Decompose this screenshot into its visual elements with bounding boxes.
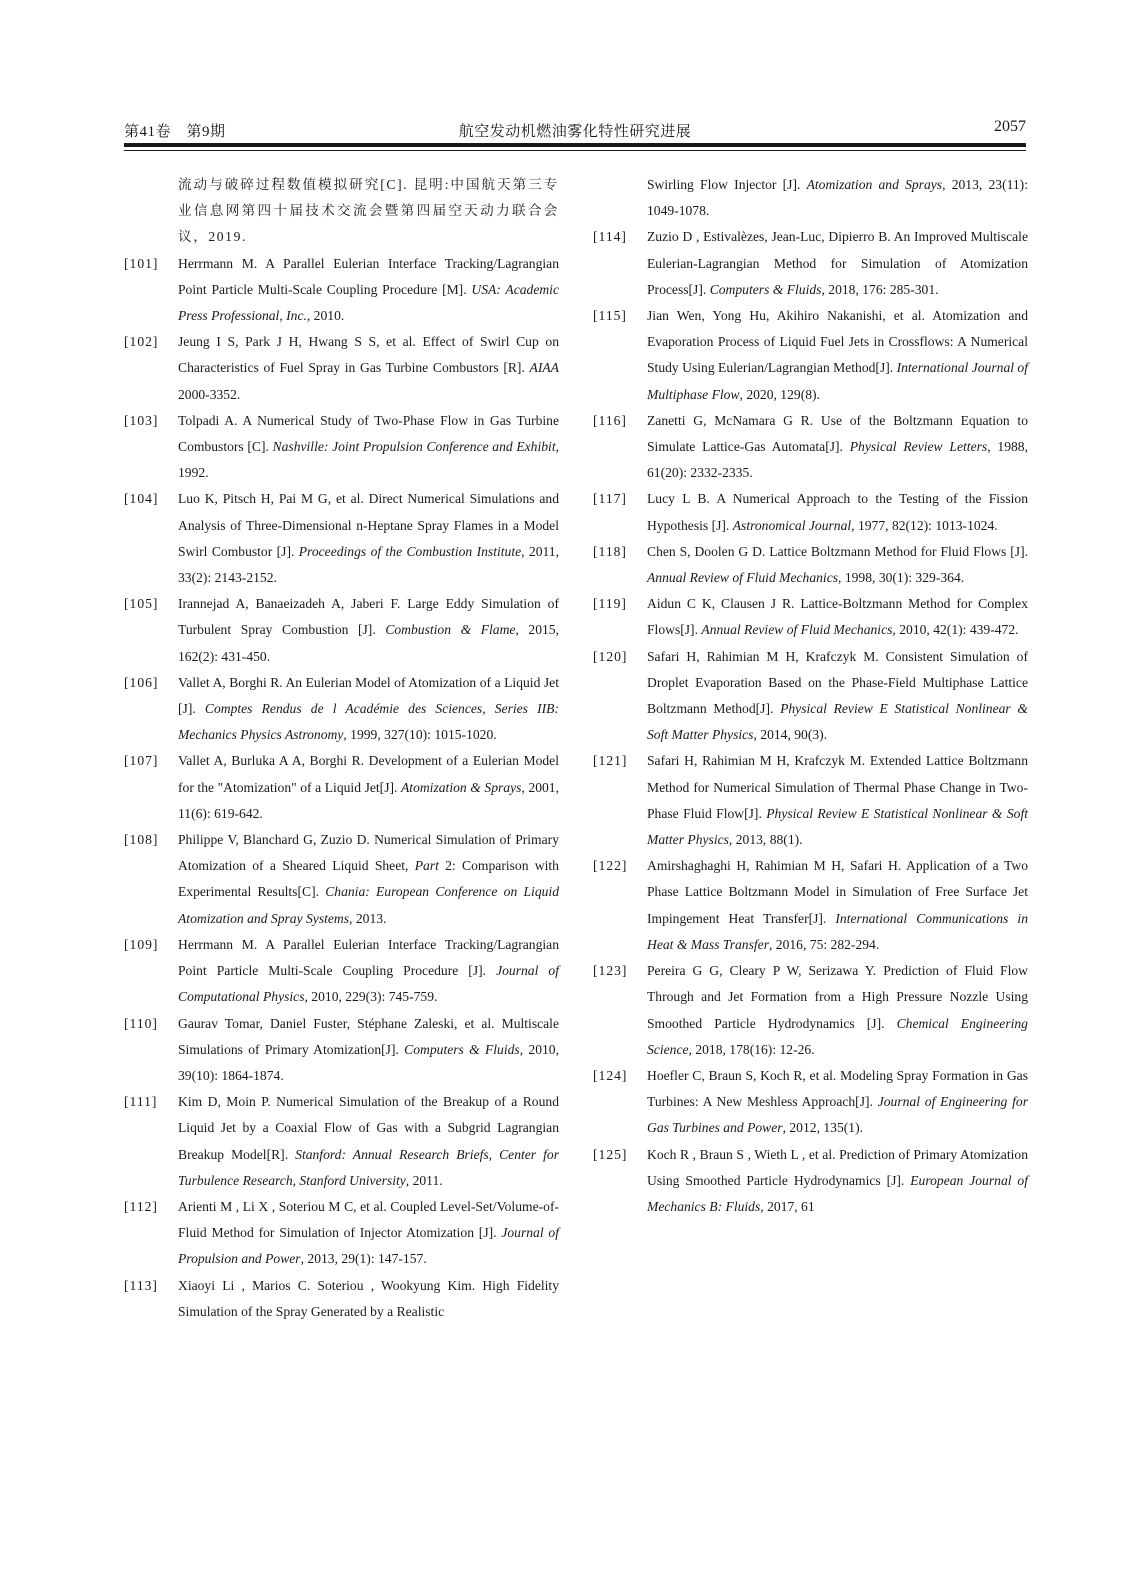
reference-text [647, 539, 1028, 591]
reference-number: [115] [593, 308, 627, 324]
reference-text [178, 1194, 559, 1273]
reference-details: , 2011, 33(2): 2143-2152. [178, 543, 559, 586]
reference-authors-title: Kim D, Moin P. Numerical Simulation of the Breakup of a Round Liquid Jet by a Coaxial Flow of Gas with a Subgrid Lagrangian Breakup Model[R]. [178, 1094, 559, 1162]
reference-details: , 1977, 82(12): 1013-1024. [851, 517, 998, 533]
reference-text [647, 486, 1028, 538]
reference-authors-title: Aidun C K, Clausen J R. Lattice-Boltzmann Method for Complex Flows[J]. [647, 596, 1028, 638]
reference-item [124, 1011, 559, 1090]
reference-number: [112] [124, 1198, 158, 1214]
reference-source: USA: Academic Press Professional, Inc. [178, 281, 559, 324]
reference-authors-title: Jeung I S, Park J H, Hwang S S, et al. Effect of Swirl Cup on Characteristics of Fuel Spray in Gas Turbine Combustors [R]. [178, 334, 559, 376]
reference-source: Proceedings of the Combustion Institute [298, 543, 522, 559]
reference-details: , 1988, 61(20): 2332-2335. [647, 439, 1028, 481]
reference-number: [106] [124, 674, 159, 690]
reference-details: , 2014, 90(3). [753, 727, 828, 743]
page-number: 2057 [994, 118, 1026, 135]
reference-text [647, 958, 1028, 1063]
reference-list-left [124, 251, 559, 1325]
reference-details: , 2001, 11(6): 619-642. [178, 779, 559, 821]
reference-text [178, 748, 559, 827]
reference-number: [108] [124, 832, 159, 848]
reference-text [647, 644, 1028, 749]
reference-details: , 2010. [306, 308, 345, 324]
reference-text [178, 670, 559, 749]
reference-details: 2000-3352. [178, 386, 241, 402]
reference-source: Computers & Fluids [404, 1041, 520, 1057]
reference-authors-title: Philippe V, Blanchard G, Zuzio D. Numerical Simulation of Primary Atomization of a Sheared Liquid Sheet, [178, 832, 559, 874]
reference-number: [104] [124, 491, 159, 507]
reference-text [647, 1142, 1028, 1221]
reference-source: Astronomical Journal [732, 517, 852, 533]
reference-authors-title: Zanetti G, McNamara G R. Use of the Boltzmann Equation to Simulate Lattice-Gas Automata[J]. [647, 412, 1028, 455]
reference-source: Computers & Fluids [709, 281, 822, 297]
reference-details: , 2020, 129(8). [739, 386, 820, 402]
reference-number: [116] [593, 412, 627, 428]
reference-item [593, 853, 1028, 958]
reference-authors-title: Gaurav Tomar, Daniel Fuster, Stéphane Zaleski, et al. Multiscale Simulations of Primary Atomization[J]. [178, 1015, 559, 1057]
reference-number: [121] [593, 753, 628, 769]
reference-number: [122] [593, 858, 628, 874]
reference-details: , 2018, 178(16): 12-26. [688, 1041, 815, 1057]
reference-text [647, 748, 1028, 853]
reference-item [124, 748, 559, 827]
reference-continuation: 流动与破碎过程数值模拟研究[C]. 昆明:中国航天第三专业信息网第四十届技术交流会暨第四届空天动力联合会议，2019. [178, 177, 559, 245]
reference-authors-title: Xiaoyi Li , Marios C. Soteriou , Wookyung Kim. High Fidelity Simulation of the Spray Generated by a Realistic [178, 1277, 559, 1319]
continuation-text: Swirling Flow Injector [J]. [647, 177, 807, 192]
reference-details: , 2010, 42(1): 439-472. [892, 622, 1019, 638]
reference-text [178, 408, 559, 487]
reference-item [593, 224, 1028, 303]
reference-item [593, 748, 1028, 853]
reference-details: , 2012, 135(1). [782, 1120, 863, 1136]
reference-details: , 1999, 327(10): 1015-1020. [343, 727, 497, 743]
reference-authors-title: Herrmann M. A Parallel Eulerian Interface Tracking/Lagrangian Point Particle Multi-Scale Coupling Procedure [J]. [178, 936, 559, 979]
reference-source: Chania: European Conference on Liquid Atomization and Spray Systems [178, 884, 560, 926]
reference-item [593, 1142, 1028, 1221]
reference-item [124, 932, 559, 1011]
reference-authors-title: Koch R , Braun S , Wieth L , et al. Prediction of Primary Atomization Using Smoothed Particle Hydrodynamics [J]. [647, 1146, 1028, 1188]
reference-continuation [593, 172, 1028, 224]
reference-authors-title: Jian Wen, Yong Hu, Akihiro Nakanishi, et al. Atomization and Evaporation Process of Liquid Fuel Jets in Crossflows: A Numerical Study Using Eulerian/Lagrangian Method[J]. [647, 308, 1028, 376]
reference-authors-title: Hoefler C, Braun S, Koch R, et al. Modeling Spray Formation in Gas Turbines: A New Meshless Approach[J]. [647, 1067, 1028, 1110]
reference-source: AIAA [529, 360, 559, 376]
right-column [593, 172, 1028, 1220]
reference-part-title: 2: Comparison with Experimental Results[C]. [178, 858, 559, 900]
reference-authors-title: Tolpadi A. A Numerical Study of Two-Phase Flow in Gas Turbine Combustors [C]. [178, 412, 559, 455]
reference-item [593, 408, 1028, 487]
reference-details: , 2013, 88(1). [728, 832, 803, 848]
reference-number: [123] [593, 963, 628, 979]
reference-number: [124] [593, 1067, 628, 1083]
reference-authors-title: Vallet A, Burluka A A, Borghi R. Development of a Eulerian Model for the "Atomization" of a Liquid Jet[J]. [178, 753, 559, 795]
reference-number: [117] [593, 491, 627, 507]
reference-source: Chemical Engineering Science [647, 1015, 1028, 1057]
reference-item [593, 958, 1028, 1063]
reference-text [178, 932, 559, 1011]
reference-list-right [593, 224, 1028, 1220]
reference-details: , 2011. [405, 1172, 443, 1188]
header-rule-thick [124, 143, 1026, 147]
reference-text [178, 1011, 559, 1090]
reference-source: Physical Review E Statistical Nonlinear & Soft Matter Physics [647, 701, 1028, 743]
reference-details: , 2010, 229(3): 745-759. [304, 989, 438, 1005]
reference-item [124, 1089, 559, 1194]
reference-source: Combustion & Flame [385, 622, 516, 638]
reference-text [178, 591, 559, 670]
reference-item [124, 591, 559, 670]
reference-text [178, 486, 559, 591]
reference-part: Part [414, 858, 439, 874]
reference-source: Annual Review of Fluid Mechanics [647, 570, 839, 586]
reference-details: , 2010, 39(10): 1864-1874. [178, 1041, 560, 1083]
reference-number: [118] [593, 543, 627, 559]
running-header [124, 118, 1026, 142]
header-rule-thin [124, 150, 1026, 151]
reference-text [647, 224, 1028, 303]
reference-item [124, 1194, 559, 1273]
reference-item [124, 251, 559, 330]
reference-item [124, 827, 559, 932]
reference-source: Stanford: Annual Research Briefs, Center for Turbulence Research, Stanford University [178, 1146, 560, 1188]
reference-item [124, 329, 559, 408]
reference-source: Atomization & Sprays [400, 779, 522, 795]
reference-authors-title: Lucy L B. A Numerical Approach to the Testing of the Fission Hypothesis [J]. [647, 491, 1028, 533]
reference-authors-title: Arienti M , Li X , Soteriou M C, et al. Coupled Level-Set/Volume-of-Fluid Method for Simulation of Injector Atomization [J]. [178, 1198, 559, 1241]
reference-authors-title: Amirshaghaghi H, Rahimian M H, Safari H. Application of a Two Phase Lattice Boltzmann Model in Simulation of Free Surface Jet Impingement Heat Transfer[J]. [647, 858, 1028, 926]
reference-source: Journal of Computational Physics [178, 963, 559, 1005]
reference-source: Journal of Engineering for Gas Turbines and Power [647, 1094, 1028, 1136]
reference-number: [113] [124, 1277, 158, 1293]
reference-source: Journal of Propulsion and Power [178, 1225, 559, 1267]
volume-issue: 第41卷 第9期 [124, 124, 226, 140]
reference-source: International Journal of Multiphase Flow [647, 360, 1028, 402]
reference-details: , 2013, 29(1): 147-157. [300, 1251, 427, 1267]
reference-source: Nashville: Joint Propulsion Conference and Exhibit [272, 439, 556, 455]
reference-details: , 2018, 176: 285-301. [821, 281, 939, 297]
reference-authors-title: Pereira G G, Cleary P W, Serizawa Y. Prediction of Fluid Flow Through and Jet Formation from a High Pressure Nozzle Using Smoothed Particle Hydrodynamics [J]. [647, 963, 1028, 1031]
continuation-source: Atomization and Sprays [806, 177, 943, 192]
reference-item [124, 486, 559, 591]
reference-number: [101] [124, 255, 159, 271]
reference-item [124, 1273, 559, 1325]
reference-text [647, 408, 1028, 487]
reference-text [178, 329, 559, 408]
reference-authors-title: Irannejad A, Banaeizadeh A, Jaberi F. Large Eddy Simulation of Turbulent Spray Combustion [J]. [178, 596, 559, 638]
reference-details: , 2013. [349, 910, 387, 926]
reference-number: [111] [124, 1094, 158, 1110]
reference-number: [119] [593, 596, 627, 612]
reference-item [593, 486, 1028, 538]
reference-item [593, 1063, 1028, 1142]
reference-text [178, 251, 559, 330]
reference-number: [110] [124, 1015, 158, 1031]
reference-source: Comptes Rendus de l Académie des Sciences, Series IIB: Mechanics Physics Astronomy [178, 701, 559, 743]
reference-text [647, 1063, 1028, 1142]
reference-text [647, 303, 1028, 408]
reference-text [647, 591, 1028, 643]
reference-number: [103] [124, 412, 159, 428]
reference-authors-title: Safari H, Rahimian M H, Krafczyk M. Consistent Simulation of Droplet Evaporation Based on the Phase-Field Multiphase Lattice Boltzmann Method[J]. [647, 648, 1028, 717]
reference-details: , 1992. [178, 439, 559, 481]
reference-number: [114] [593, 229, 627, 245]
continuation-tail: , 2013, 23(11): 1049-1078. [647, 177, 1028, 219]
reference-number: [107] [124, 753, 159, 769]
reference-details: , 2017, 61 [760, 1198, 815, 1214]
reference-details: , 2015, 162(2): 431-450. [178, 622, 559, 664]
reference-item [593, 539, 1028, 591]
reference-number: [105] [124, 596, 159, 612]
running-title: 航空发动机燃油雾化特性研究进展 [458, 124, 692, 140]
reference-number: [120] [593, 648, 628, 664]
reference-source: International Communications in Heat & Mass Transfer [647, 910, 1028, 952]
reference-text [178, 1089, 559, 1194]
reference-details: , 2016, 75: 282-294. [768, 936, 880, 952]
reference-authors-title: Chen S, Doolen G D. Lattice Boltzmann Method for Fluid Flows [J]. [647, 543, 1028, 559]
reference-authors-title: Vallet A, Borghi R. An Eulerian Model of Atomization of a Liquid Jet [J]. [178, 674, 559, 717]
reference-details: , 1998, 30(1): 329-364. [838, 570, 965, 586]
reference-source: Annual Review of Fluid Mechanics [701, 622, 893, 638]
left-column [124, 172, 559, 1325]
reference-item [593, 303, 1028, 408]
reference-source: Physical Review Letters [849, 439, 988, 455]
reference-text [178, 827, 559, 932]
reference-item [593, 591, 1028, 643]
reference-authors-title: Herrmann M. A Parallel Eulerian Interface Tracking/Lagrangian Point Particle Multi-Scale Coupling Procedure [M]. [178, 255, 559, 297]
reference-source: European Journal of Mechanics B: Fluids [647, 1172, 1028, 1214]
reference-item [593, 644, 1028, 749]
reference-text [178, 1273, 559, 1325]
reference-number: [125] [593, 1146, 628, 1162]
reference-authors-title: Safari H, Rahimian M H, Krafczyk M. Extended Lattice Boltzmann Method for Numerical Simulation of Thermal Phase Change in Two-Phase Fluid Flow[J]. [647, 753, 1028, 821]
reference-number: [109] [124, 936, 159, 952]
reference-authors-title: Zuzio D , Estivalèzes, Jean-Luc, Dipierro B. An Improved Multiscale Eulerian-Lagrangian Method for Simulation of Atomization Process[J]. [647, 229, 1028, 297]
reference-number: [102] [124, 334, 159, 350]
reference-item [124, 670, 559, 749]
reference-authors-title: Luo K, Pitsch H, Pai M G, et al. Direct Numerical Simulations and Analysis of Three-Dimensional n-Heptane Spray Flames in a Model Swirl Combustor [J]. [178, 491, 559, 559]
reference-source: Physical Review E Statistical Nonlinear & Soft Matter Physics [647, 805, 1028, 848]
reference-item [124, 408, 559, 487]
reference-text [647, 853, 1028, 958]
